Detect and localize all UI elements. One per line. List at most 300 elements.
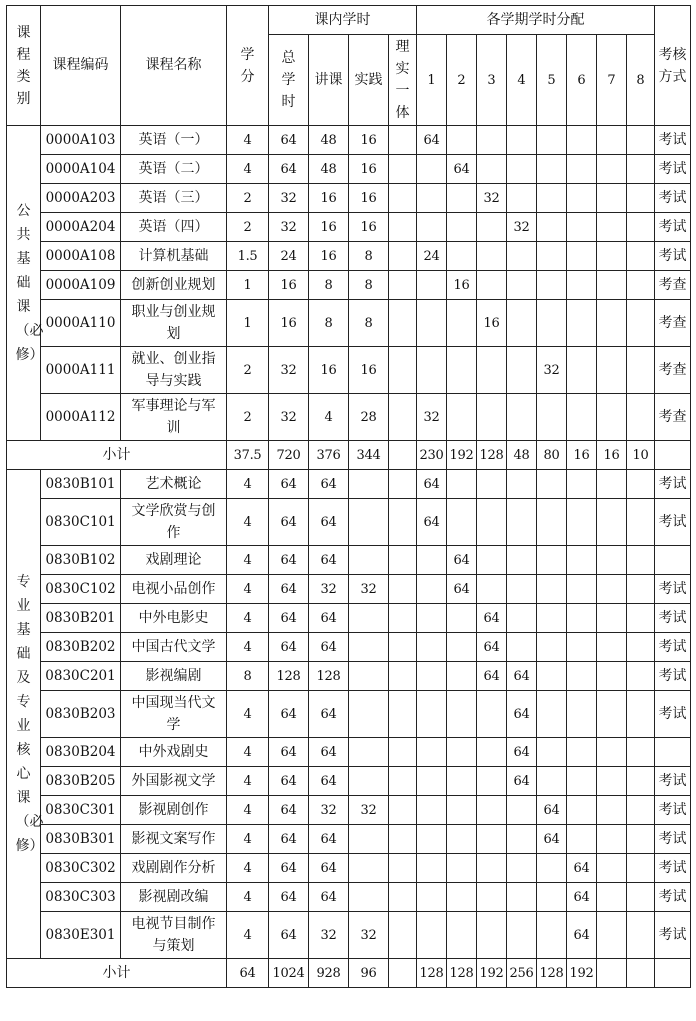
semester-6-hours (567, 213, 597, 242)
semester-2-hours (447, 347, 477, 394)
course-name (121, 300, 227, 347)
table-row (7, 126, 691, 155)
semester-1-hours (417, 662, 447, 691)
semester-8-hours (627, 499, 655, 546)
course-name (121, 470, 227, 499)
course-name-text: 英语（二） (138, 160, 209, 177)
table-row (7, 738, 691, 767)
subtotal-practice: 344 (349, 441, 389, 470)
subtotal-total: 1024 (269, 959, 309, 988)
course-code: 0000A104 (41, 155, 121, 184)
course-code: 0830C101 (41, 499, 121, 546)
course-name (121, 155, 227, 184)
course-name (121, 575, 227, 604)
credit: 2 (227, 213, 269, 242)
assessment-method: 考试 (655, 854, 691, 883)
credit: 2 (227, 347, 269, 394)
course-name (121, 633, 227, 662)
semester-8-hours (627, 912, 655, 959)
semester-5-hours: 64 (537, 796, 567, 825)
lecture-hours: 16 (309, 184, 349, 213)
semester-4-hours (507, 604, 537, 633)
subtotal-semester-3: 128 (477, 441, 507, 470)
credit: 4 (227, 883, 269, 912)
semester-2-hours (447, 662, 477, 691)
semester-5-hours (537, 633, 567, 662)
semester-4-hours: 64 (507, 767, 537, 796)
semester-4-hours (507, 184, 537, 213)
semester-7-hours (597, 662, 627, 691)
semester-8-hours (627, 126, 655, 155)
semester-4-hours (507, 300, 537, 347)
course-name-text: 职业与创业规划 (131, 304, 216, 342)
semester-7-hours (597, 633, 627, 662)
semester-1-hours: 64 (417, 499, 447, 546)
subtotal-semester-5: 128 (537, 959, 567, 988)
semester-6-hours (567, 633, 597, 662)
integrated-hours (389, 854, 417, 883)
semester-5-hours (537, 604, 567, 633)
practice-hours: 16 (349, 155, 389, 184)
subtotal-assessment (655, 959, 691, 988)
semester-3-hours: 16 (477, 300, 507, 347)
semester-5-hours (537, 912, 567, 959)
semester-4-hours: 32 (507, 213, 537, 242)
subtotal-semester-1: 230 (417, 441, 447, 470)
semester-3-hours (477, 394, 507, 441)
semester-2-hours (447, 825, 477, 854)
semester-3-hours (477, 575, 507, 604)
semester-6-hours (567, 575, 597, 604)
subtotal-semester-8: 10 (627, 441, 655, 470)
course-name (121, 662, 227, 691)
semester-3-hours: 32 (477, 184, 507, 213)
semester-7-hours (597, 470, 627, 499)
course-code: 0830B301 (41, 825, 121, 854)
integrated-hours (389, 796, 417, 825)
header-assessment: 考核方式 (658, 46, 687, 85)
integrated-hours (389, 394, 417, 441)
semester-1-hours (417, 883, 447, 912)
course-code: 0000A108 (41, 242, 121, 271)
header-integrated: 理实一体 (395, 39, 410, 121)
semester-3-hours: 64 (477, 604, 507, 633)
semester-2-hours: 16 (447, 271, 477, 300)
course-code: 0830C201 (41, 662, 121, 691)
semester-4-hours (507, 394, 537, 441)
table-row (7, 347, 691, 394)
semester-3-hours: 64 (477, 662, 507, 691)
total-hours: 32 (269, 394, 309, 441)
integrated-hours (389, 347, 417, 394)
semester-8-hours (627, 394, 655, 441)
semester-5-hours (537, 546, 567, 575)
credit: 1.5 (227, 242, 269, 271)
semester-2-hours (447, 767, 477, 796)
lecture-hours: 64 (309, 691, 349, 738)
total-hours: 64 (269, 155, 309, 184)
course-code: 0830C102 (41, 575, 121, 604)
credit: 4 (227, 575, 269, 604)
semester-5-hours (537, 738, 567, 767)
lecture-hours: 4 (309, 394, 349, 441)
semester-4-hours (507, 470, 537, 499)
semester-8-hours (627, 691, 655, 738)
semester-2-hours (447, 691, 477, 738)
course-code: 0000A112 (41, 394, 121, 441)
practice-hours (349, 738, 389, 767)
course-name (121, 854, 227, 883)
subtotal-semester-6: 192 (567, 959, 597, 988)
assessment-method: 考查 (655, 394, 691, 441)
course-name (121, 604, 227, 633)
table-row (7, 213, 691, 242)
lecture-hours: 16 (309, 242, 349, 271)
table-row (7, 470, 691, 499)
subtotal-label: 小计 (7, 959, 227, 988)
semester-3-hours (477, 155, 507, 184)
course-code: 0830B201 (41, 604, 121, 633)
semester-5-hours (537, 213, 567, 242)
course-code: 0830C301 (41, 796, 121, 825)
course-name-text: 中外戏剧史 (138, 743, 209, 760)
course-name-text: 就业、创业指导与实践 (131, 351, 216, 389)
semester-5-hours (537, 883, 567, 912)
table-row (7, 242, 691, 271)
course-name-text: 外国影视文学 (131, 772, 216, 789)
total-hours: 64 (269, 633, 309, 662)
semester-5-hours (537, 662, 567, 691)
practice-hours (349, 470, 389, 499)
semester-8-hours (627, 347, 655, 394)
course-name-text: 电视节目制作与策划 (131, 916, 216, 954)
header-class-hours: 课内学时 (269, 6, 417, 35)
header-code: 课程编码 (41, 6, 121, 126)
lecture-hours: 48 (309, 126, 349, 155)
integrated-hours (389, 604, 417, 633)
subtotal-semester-6: 16 (567, 441, 597, 470)
integrated-hours (389, 271, 417, 300)
course-name-text: 中国现当代文学 (131, 695, 216, 733)
table-row (7, 155, 691, 184)
semester-6-hours (567, 470, 597, 499)
integrated-hours (389, 126, 417, 155)
integrated-hours (389, 767, 417, 796)
semester-4-hours (507, 633, 537, 662)
semester-4-hours: 64 (507, 691, 537, 738)
semester-5-hours: 32 (537, 347, 567, 394)
course-name (121, 546, 227, 575)
credit: 4 (227, 912, 269, 959)
semester-2-hours: 64 (447, 575, 477, 604)
semester-2-hours (447, 912, 477, 959)
integrated-hours (389, 242, 417, 271)
semester-6-hours (567, 394, 597, 441)
semester-5-hours (537, 691, 567, 738)
credit: 4 (227, 633, 269, 662)
semester-2-hours: 64 (447, 155, 477, 184)
semester-3-hours (477, 470, 507, 499)
table-row (7, 883, 691, 912)
course-name (121, 271, 227, 300)
header-semester-3: 3 (477, 35, 507, 126)
semester-4-hours: 64 (507, 662, 537, 691)
semester-5-hours (537, 854, 567, 883)
semester-3-hours (477, 854, 507, 883)
semester-1-hours (417, 347, 447, 394)
semester-2-hours (447, 796, 477, 825)
course-code: 0000A203 (41, 184, 121, 213)
semester-1-hours: 64 (417, 126, 447, 155)
credit: 1 (227, 300, 269, 347)
semester-3-hours (477, 796, 507, 825)
lecture-hours: 32 (309, 575, 349, 604)
semester-1-hours: 24 (417, 242, 447, 271)
semester-3-hours (477, 767, 507, 796)
subtotal-integrated (389, 959, 417, 988)
semester-8-hours (627, 184, 655, 213)
semester-7-hours (597, 126, 627, 155)
credit: 4 (227, 825, 269, 854)
semester-8-hours (627, 738, 655, 767)
header-lecture: 讲课 (309, 35, 349, 126)
assessment-method: 考试 (655, 633, 691, 662)
course-name (121, 691, 227, 738)
practice-hours: 16 (349, 347, 389, 394)
assessment-method: 考试 (655, 499, 691, 546)
practice-hours (349, 604, 389, 633)
semester-5-hours (537, 499, 567, 546)
header-semester-5: 5 (537, 35, 567, 126)
subtotal-semester-4: 48 (507, 441, 537, 470)
semester-2-hours (447, 394, 477, 441)
semester-1-hours (417, 300, 447, 347)
assessment-method: 考试 (655, 242, 691, 271)
semester-1-hours (417, 155, 447, 184)
header-credit-cell (227, 6, 269, 126)
credit: 4 (227, 499, 269, 546)
course-name-text: 影视编剧 (145, 667, 202, 684)
semester-6-hours (567, 347, 597, 394)
total-hours: 64 (269, 499, 309, 546)
semester-8-hours (627, 546, 655, 575)
semester-2-hours (447, 883, 477, 912)
credit: 4 (227, 767, 269, 796)
semester-5-hours (537, 184, 567, 213)
semester-3-hours (477, 738, 507, 767)
semester-6-hours: 64 (567, 854, 597, 883)
lecture-hours: 64 (309, 470, 349, 499)
semester-6-hours (567, 825, 597, 854)
integrated-hours (389, 213, 417, 242)
curriculum-table (6, 5, 691, 988)
lecture-hours: 64 (309, 546, 349, 575)
assessment-method (655, 546, 691, 575)
subtotal-row (7, 959, 691, 988)
total-hours: 64 (269, 883, 309, 912)
subtotal-semester-3: 192 (477, 959, 507, 988)
semester-3-hours (477, 213, 507, 242)
assessment-method: 考试 (655, 691, 691, 738)
semester-8-hours (627, 883, 655, 912)
practice-hours: 32 (349, 912, 389, 959)
semester-3-hours (477, 912, 507, 959)
course-name-text: 戏剧理论 (145, 551, 202, 568)
course-code: 0830B204 (41, 738, 121, 767)
assessment-method: 考试 (655, 470, 691, 499)
semester-2-hours (447, 633, 477, 662)
practice-hours: 8 (349, 242, 389, 271)
semester-1-hours (417, 184, 447, 213)
practice-hours: 28 (349, 394, 389, 441)
semester-1-hours (417, 604, 447, 633)
semester-2-hours: 64 (447, 546, 477, 575)
semester-6-hours (567, 546, 597, 575)
lecture-hours: 64 (309, 633, 349, 662)
course-name (121, 767, 227, 796)
semester-7-hours (597, 546, 627, 575)
assessment-method: 考试 (655, 662, 691, 691)
semester-6-hours (567, 738, 597, 767)
lecture-hours: 64 (309, 825, 349, 854)
credit: 8 (227, 662, 269, 691)
semester-6-hours (567, 300, 597, 347)
table-row (7, 271, 691, 300)
header-semester-4: 4 (507, 35, 537, 126)
credit: 4 (227, 738, 269, 767)
subtotal-assessment (655, 441, 691, 470)
credit: 4 (227, 155, 269, 184)
course-name-text: 英语（四） (138, 218, 209, 235)
course-name-text: 影视文案写作 (131, 830, 216, 847)
course-name (121, 126, 227, 155)
semester-5-hours (537, 575, 567, 604)
course-name (121, 213, 227, 242)
semester-6-hours (567, 242, 597, 271)
subtotal-label: 小计 (7, 441, 227, 470)
assessment-method: 考试 (655, 912, 691, 959)
semester-2-hours (447, 738, 477, 767)
integrated-hours (389, 470, 417, 499)
course-name (121, 738, 227, 767)
semester-4-hours (507, 271, 537, 300)
semester-7-hours (597, 883, 627, 912)
total-hours: 64 (269, 575, 309, 604)
semester-7-hours (597, 155, 627, 184)
semester-4-hours (507, 126, 537, 155)
semester-4-hours (507, 796, 537, 825)
semester-7-hours (597, 796, 627, 825)
practice-hours (349, 499, 389, 546)
semester-8-hours (627, 854, 655, 883)
course-name (121, 242, 227, 271)
lecture-hours: 64 (309, 854, 349, 883)
course-name-text: 计算机基础 (138, 247, 209, 264)
header-semester-distribution: 各学期学时分配 (417, 6, 655, 35)
semester-1-hours (417, 213, 447, 242)
semester-2-hours (447, 126, 477, 155)
semester-3-hours (477, 271, 507, 300)
subtotal-semester-7 (597, 959, 627, 988)
integrated-hours (389, 155, 417, 184)
semester-8-hours (627, 575, 655, 604)
semester-1-hours (417, 575, 447, 604)
lecture-hours: 16 (309, 213, 349, 242)
semester-5-hours (537, 271, 567, 300)
semester-3-hours (477, 126, 507, 155)
total-hours: 64 (269, 912, 309, 959)
header-semester-1: 1 (417, 35, 447, 126)
integrated-hours (389, 499, 417, 546)
practice-hours (349, 633, 389, 662)
header-total: 总学时 (281, 50, 296, 110)
course-code: 0830E301 (41, 912, 121, 959)
semester-6-hours (567, 271, 597, 300)
semester-4-hours (507, 575, 537, 604)
semester-1-hours (417, 796, 447, 825)
category-cell (7, 470, 44, 959)
total-hours: 16 (269, 300, 309, 347)
semester-7-hours (597, 825, 627, 854)
credit: 4 (227, 691, 269, 738)
semester-1-hours (417, 691, 447, 738)
semester-1-hours (417, 825, 447, 854)
semester-8-hours (627, 300, 655, 347)
practice-hours: 8 (349, 300, 389, 347)
lecture-hours: 64 (309, 604, 349, 633)
header-semester-8: 8 (627, 35, 655, 126)
header-category-cell (7, 6, 41, 126)
integrated-hours (389, 662, 417, 691)
practice-hours: 32 (349, 575, 389, 604)
header-semester-7: 7 (597, 35, 627, 126)
total-hours: 64 (269, 470, 309, 499)
practice-hours: 16 (349, 213, 389, 242)
assessment-method: 考试 (655, 796, 691, 825)
semester-6-hours (567, 184, 597, 213)
semester-7-hours (597, 271, 627, 300)
course-name (121, 499, 227, 546)
table-row (7, 300, 691, 347)
semester-7-hours (597, 347, 627, 394)
lecture-hours: 16 (309, 347, 349, 394)
total-hours: 32 (269, 213, 309, 242)
practice-hours: 16 (349, 184, 389, 213)
subtotal-row (7, 441, 691, 470)
course-code: 0000A109 (41, 271, 121, 300)
practice-hours (349, 825, 389, 854)
semester-3-hours (477, 546, 507, 575)
table-row (7, 854, 691, 883)
total-hours: 64 (269, 854, 309, 883)
curriculum-document (6, 5, 691, 988)
semester-7-hours (597, 738, 627, 767)
subtotal-semester-2: 128 (447, 959, 477, 988)
course-name (121, 796, 227, 825)
subtotal-credit: 64 (227, 959, 269, 988)
category-cell (7, 126, 44, 441)
semester-5-hours (537, 242, 567, 271)
practice-hours (349, 546, 389, 575)
header-row-1 (7, 6, 691, 35)
semester-7-hours (597, 604, 627, 633)
semester-8-hours (627, 604, 655, 633)
course-name (121, 825, 227, 854)
assessment-method: 考查 (655, 347, 691, 394)
subtotal-lecture: 928 (309, 959, 349, 988)
course-code: 0830B202 (41, 633, 121, 662)
assessment-method: 考试 (655, 883, 691, 912)
